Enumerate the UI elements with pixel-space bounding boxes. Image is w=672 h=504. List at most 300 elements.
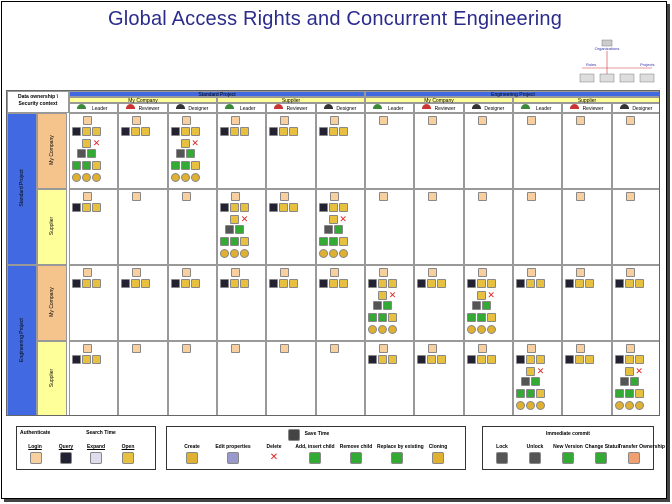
change-status-icon	[482, 301, 491, 310]
login-icon	[280, 192, 289, 201]
matrix-cell	[118, 113, 167, 189]
change-status-icon	[595, 452, 607, 464]
edit-properties-icon	[575, 355, 584, 364]
login-icon	[83, 116, 92, 125]
inset-roles-label: Roles	[586, 62, 597, 67]
login-icon	[182, 268, 191, 277]
delete-icon: ✕	[191, 138, 199, 148]
edit-properties-icon	[625, 355, 634, 364]
edit-properties-icon	[230, 215, 239, 224]
save-time-item-label: Delete	[266, 444, 282, 450]
immediate-item-label: Transfer Ownership	[618, 444, 665, 450]
login-icon	[330, 344, 339, 353]
login-icon	[280, 268, 289, 277]
edit-properties-icon	[487, 279, 496, 288]
role-header-label: Leader	[91, 106, 108, 112]
role-header-label: Designer	[336, 106, 357, 112]
login-icon	[478, 344, 487, 353]
login-icon	[231, 268, 240, 277]
matrix-cell	[168, 265, 217, 341]
org-header-label: Supplier	[577, 97, 597, 104]
matrix-cell	[118, 341, 167, 416]
create-icon	[615, 401, 624, 410]
open-icon	[122, 452, 134, 464]
lock-icon	[620, 377, 629, 386]
change-status-icon	[477, 313, 486, 322]
edit-properties-icon	[477, 291, 486, 300]
matrix-cell	[118, 189, 167, 265]
matrix-cell	[365, 341, 414, 416]
edit-properties-icon	[240, 203, 249, 212]
login-icon	[83, 192, 92, 201]
lock-icon	[77, 149, 86, 158]
login-icon	[626, 192, 635, 201]
matrix-cell	[266, 341, 315, 416]
change-status-icon	[235, 225, 244, 234]
login-icon	[330, 116, 339, 125]
login-icon	[231, 344, 240, 353]
matrix-cell	[464, 189, 513, 265]
edit-properties-icon	[141, 127, 150, 136]
binoculars-icon	[72, 279, 81, 288]
lock-icon	[496, 452, 508, 464]
authenticate-title: Authenticate	[20, 430, 51, 436]
binoculars-icon	[615, 279, 624, 288]
edit-properties-icon	[191, 279, 200, 288]
edit-properties-icon	[339, 279, 348, 288]
delete-icon: ✕	[388, 290, 397, 300]
immediate-item-label: Lock	[496, 444, 508, 450]
edit-properties-icon	[289, 127, 298, 136]
edit-properties-icon	[339, 127, 348, 136]
edit-properties-icon	[378, 291, 387, 300]
edit-properties-icon	[477, 355, 486, 364]
edit-properties-icon	[181, 127, 190, 136]
edit-properties-icon	[92, 161, 101, 170]
matrix-cell	[513, 189, 562, 265]
save-time-item-label: Create	[184, 444, 200, 450]
row-project-label: Engineering Project	[19, 318, 25, 362]
edit-properties-icon	[82, 203, 91, 212]
project-header-label: Standard Project	[198, 91, 236, 98]
change-status-icon	[383, 301, 392, 310]
edit-properties-icon	[329, 203, 338, 212]
edit-properties-icon	[427, 279, 436, 288]
change-status-icon	[171, 161, 180, 170]
add-child-icon	[309, 452, 321, 464]
login-icon	[428, 344, 437, 353]
create-icon	[477, 325, 486, 334]
binoculars-icon	[565, 355, 574, 364]
login-icon	[280, 344, 289, 353]
save-icon	[288, 429, 300, 441]
row-org-label: My Company	[49, 287, 55, 317]
edit-properties-icon	[487, 355, 496, 364]
edit-properties-icon	[526, 355, 535, 364]
binoculars-icon	[368, 355, 377, 364]
edit-properties-icon	[181, 279, 190, 288]
matrix-cell	[513, 265, 562, 341]
matrix-cell	[69, 341, 118, 416]
binoculars-icon	[60, 452, 72, 464]
login-icon	[379, 192, 388, 201]
login-icon	[527, 268, 536, 277]
login-icon	[428, 116, 437, 125]
login-icon	[132, 268, 141, 277]
row-project-label: Standard Project	[19, 169, 25, 207]
row-org-label: My Company	[49, 135, 55, 165]
immediate-commit-title: Immediate commit	[546, 431, 590, 437]
login-icon	[330, 268, 339, 277]
binoculars-icon	[615, 355, 624, 364]
edit-properties-icon	[437, 279, 446, 288]
inset-projects-label: Projects	[640, 62, 655, 67]
change-status-icon	[625, 389, 634, 398]
create-icon	[487, 325, 496, 334]
login-icon	[280, 116, 289, 125]
role-header-label: Designer	[632, 106, 653, 112]
create-icon	[329, 249, 338, 258]
login-icon	[132, 116, 141, 125]
create-icon	[171, 173, 180, 182]
role-header-label: Reviewer	[434, 106, 456, 112]
login-icon	[576, 268, 585, 277]
remove-child-icon	[350, 452, 362, 464]
delete-icon: ✕	[339, 214, 347, 224]
legend	[6, 422, 665, 492]
edit-properties-icon	[131, 127, 140, 136]
edit-properties-icon	[635, 279, 644, 288]
edit-properties-icon	[625, 367, 634, 376]
create-icon	[635, 401, 644, 410]
binoculars-icon	[171, 279, 180, 288]
edit-properties-icon	[536, 279, 545, 288]
matrix-cell	[562, 113, 611, 189]
matrix-cell	[562, 189, 611, 265]
edit-properties-icon	[329, 215, 338, 224]
lock-icon	[324, 225, 333, 234]
login-icon	[83, 268, 92, 277]
edit-properties-icon	[92, 127, 101, 136]
matrix-cell	[365, 189, 414, 265]
edit-properties-icon	[227, 452, 239, 464]
matrix-cell	[217, 341, 266, 416]
save-time-item-label: Replace by existing	[377, 444, 424, 450]
transfer-ownership-icon	[628, 452, 640, 464]
login-icon	[182, 116, 191, 125]
edit-properties-icon	[536, 355, 545, 364]
edit-properties-icon	[388, 279, 397, 288]
edit-properties-icon	[82, 279, 91, 288]
create-icon	[181, 173, 190, 182]
create-icon	[186, 452, 198, 464]
change-status-icon	[87, 149, 96, 158]
binoculars-icon	[516, 279, 525, 288]
binoculars-icon	[269, 127, 278, 136]
new-version-icon	[562, 452, 574, 464]
lock-icon	[176, 149, 185, 158]
unlock-icon	[529, 452, 541, 464]
login-icon	[231, 116, 240, 125]
matrix-cell	[316, 265, 365, 341]
edit-properties-icon	[82, 139, 91, 148]
expand-label: Expand	[86, 444, 106, 450]
delete-icon: ✕	[269, 452, 279, 463]
login-icon	[626, 268, 635, 277]
save-time-item-label: Remove child	[339, 444, 373, 450]
edit-properties-icon	[82, 355, 91, 364]
binoculars-icon	[516, 355, 525, 364]
login-icon	[132, 344, 141, 353]
binoculars-icon	[269, 279, 278, 288]
save-time-item-label: Edit properties	[215, 444, 251, 450]
edit-properties-icon	[240, 237, 249, 246]
login-icon	[527, 116, 536, 125]
access-rights-matrix	[6, 90, 660, 416]
lock-icon	[225, 225, 234, 234]
change-status-icon	[630, 377, 639, 386]
save-time-item-label: Add, insert child	[295, 444, 335, 450]
edit-properties-icon	[378, 355, 387, 364]
matrix-cell	[69, 189, 118, 265]
create-icon	[388, 325, 397, 334]
matrix-cell	[612, 113, 660, 189]
create-icon	[240, 249, 249, 258]
edit-properties-icon	[191, 161, 200, 170]
matrix-cell	[316, 341, 365, 416]
matrix-cell	[464, 341, 513, 416]
edit-properties-icon	[82, 127, 91, 136]
binoculars-icon	[319, 203, 328, 212]
binoculars-icon	[319, 279, 328, 288]
binoculars-icon	[269, 203, 278, 212]
query-label: Query	[58, 444, 74, 450]
edit-properties-icon	[289, 279, 298, 288]
lock-icon	[521, 377, 530, 386]
delete-icon: ✕	[635, 366, 643, 376]
matrix-cell	[168, 341, 217, 416]
edit-properties-icon	[536, 389, 545, 398]
binoculars-icon	[171, 127, 180, 136]
matrix-cell	[266, 265, 315, 341]
edit-properties-icon	[388, 313, 397, 322]
matrix-cell	[168, 189, 217, 265]
matrix-cell	[414, 341, 463, 416]
create-icon	[368, 325, 377, 334]
org-header-label: My Company	[424, 97, 454, 104]
binoculars-icon	[72, 127, 81, 136]
matrix-cell	[365, 113, 414, 189]
matrix-cell	[513, 113, 562, 189]
change-status-icon	[186, 149, 195, 158]
matrix-cell	[414, 189, 463, 265]
search-time-title: Search Time	[86, 430, 116, 436]
edit-properties-icon	[427, 355, 436, 364]
binoculars-icon	[220, 279, 229, 288]
matrix-cell	[266, 113, 315, 189]
edit-properties-icon	[526, 367, 535, 376]
role-header-label: Reviewer	[138, 106, 160, 112]
create-icon	[339, 249, 348, 258]
edit-properties-icon	[378, 279, 387, 288]
edit-properties-icon	[329, 127, 338, 136]
org-header-label: My Company	[128, 97, 158, 104]
binoculars-icon	[417, 279, 426, 288]
login-icon	[626, 116, 635, 125]
matrix-cell	[217, 265, 266, 341]
edit-properties-icon	[289, 203, 298, 212]
save-time-item-label: Cloning	[428, 444, 448, 450]
change-status-icon	[467, 313, 476, 322]
edit-properties-icon	[388, 355, 397, 364]
edit-properties-icon	[230, 279, 239, 288]
edit-properties-icon	[240, 279, 249, 288]
create-icon	[72, 173, 81, 182]
binoculars-icon	[319, 127, 328, 136]
edit-properties-icon	[92, 203, 101, 212]
binoculars-icon	[72, 355, 81, 364]
edit-properties-icon	[625, 279, 634, 288]
create-icon	[92, 173, 101, 182]
edit-properties-icon	[240, 127, 249, 136]
role-header-label: Reviewer	[286, 106, 308, 112]
change-status-icon	[329, 237, 338, 246]
login-icon	[182, 192, 191, 201]
create-icon	[191, 173, 200, 182]
create-icon	[536, 401, 545, 410]
create-icon	[516, 401, 525, 410]
change-status-icon	[516, 389, 525, 398]
edit-properties-icon	[141, 279, 150, 288]
row-org-label: Supplier	[49, 368, 55, 388]
login-icon	[576, 116, 585, 125]
edit-properties-icon	[92, 355, 101, 364]
change-status-icon	[615, 389, 624, 398]
lock-icon	[373, 301, 382, 310]
matrix-cell	[69, 265, 118, 341]
role-header-label: Reviewer	[582, 106, 604, 112]
immediate-item-label: New Version	[553, 444, 583, 450]
matrix-cell	[266, 189, 315, 265]
login-icon	[330, 192, 339, 201]
matrix-cell	[464, 113, 513, 189]
delete-icon: ✕	[240, 214, 249, 224]
slide-frame	[1, 1, 667, 499]
immediate-item-label: Unlock	[526, 444, 544, 450]
change-status-icon	[220, 237, 229, 246]
binoculars-icon	[467, 279, 476, 288]
role-header-label: Leader	[239, 106, 256, 112]
edit-properties-icon	[279, 127, 288, 136]
create-icon	[467, 325, 476, 334]
row-org-label: Supplier	[49, 216, 55, 236]
login-icon	[478, 116, 487, 125]
change-status-icon	[368, 313, 377, 322]
edit-properties-icon	[585, 279, 594, 288]
login-icon	[379, 116, 388, 125]
edit-properties-icon	[131, 279, 140, 288]
login-icon	[527, 344, 536, 353]
binoculars-icon	[368, 279, 377, 288]
matrix-cell	[612, 189, 660, 265]
edit-properties-icon	[635, 355, 644, 364]
org-header-label: Supplier	[281, 97, 301, 104]
delete-icon: ✕	[92, 138, 101, 148]
edit-properties-icon	[92, 279, 101, 288]
expand-icon	[90, 452, 102, 464]
matrix-cell	[414, 113, 463, 189]
edit-properties-icon	[585, 355, 594, 364]
change-status-icon	[181, 161, 190, 170]
replace-icon	[391, 452, 403, 464]
login-icon	[626, 344, 635, 353]
lock-icon	[472, 301, 481, 310]
binoculars-icon	[220, 203, 229, 212]
role-header-label: Leader	[535, 106, 552, 112]
create-icon	[319, 249, 328, 258]
login-icon	[30, 452, 42, 464]
binoculars-icon	[72, 203, 81, 212]
change-status-icon	[72, 161, 81, 170]
immediate-item-label: Change Status	[585, 444, 621, 450]
edit-properties-icon	[279, 279, 288, 288]
create-icon	[230, 249, 239, 258]
edit-properties-icon	[191, 127, 200, 136]
corner-line1: Data ownership \	[17, 94, 58, 100]
change-status-icon	[82, 161, 91, 170]
edit-properties-icon	[329, 279, 338, 288]
create-icon	[220, 249, 229, 258]
inset-organizations-label: Organizations	[594, 46, 620, 51]
login-icon	[428, 192, 437, 201]
login-icon	[182, 344, 191, 353]
login-icon	[478, 268, 487, 277]
create-icon	[82, 173, 91, 182]
edit-properties-icon	[230, 127, 239, 136]
matrix-cell	[562, 341, 611, 416]
create-icon	[526, 401, 535, 410]
edit-properties-icon	[635, 389, 644, 398]
login-icon	[478, 192, 487, 201]
delete-icon: ✕	[536, 366, 545, 376]
change-status-icon	[319, 237, 328, 246]
edit-properties-icon	[526, 279, 535, 288]
matrix-cell	[316, 113, 365, 189]
change-status-icon	[378, 313, 387, 322]
change-status-icon	[526, 389, 535, 398]
change-status-icon	[230, 237, 239, 246]
binoculars-icon	[467, 355, 476, 364]
edit-properties-icon	[339, 237, 348, 246]
binoculars-icon	[220, 127, 229, 136]
edit-properties-icon	[181, 139, 190, 148]
matrix-cell	[217, 113, 266, 189]
matrix-cell	[414, 265, 463, 341]
login-icon	[428, 268, 437, 277]
corner-line2: Security context	[18, 101, 58, 107]
binoculars-icon	[417, 355, 426, 364]
binoculars-icon	[121, 279, 130, 288]
change-status-icon	[334, 225, 343, 234]
role-header-label: Designer	[484, 106, 505, 112]
login-icon	[379, 344, 388, 353]
save-time-title: Save Time	[304, 431, 330, 437]
edit-properties-icon	[487, 313, 496, 322]
login-icon	[576, 192, 585, 201]
project-header-label: Engineering Project	[491, 91, 535, 98]
organization-diagram-inset	[572, 36, 662, 88]
login-icon	[83, 344, 92, 353]
